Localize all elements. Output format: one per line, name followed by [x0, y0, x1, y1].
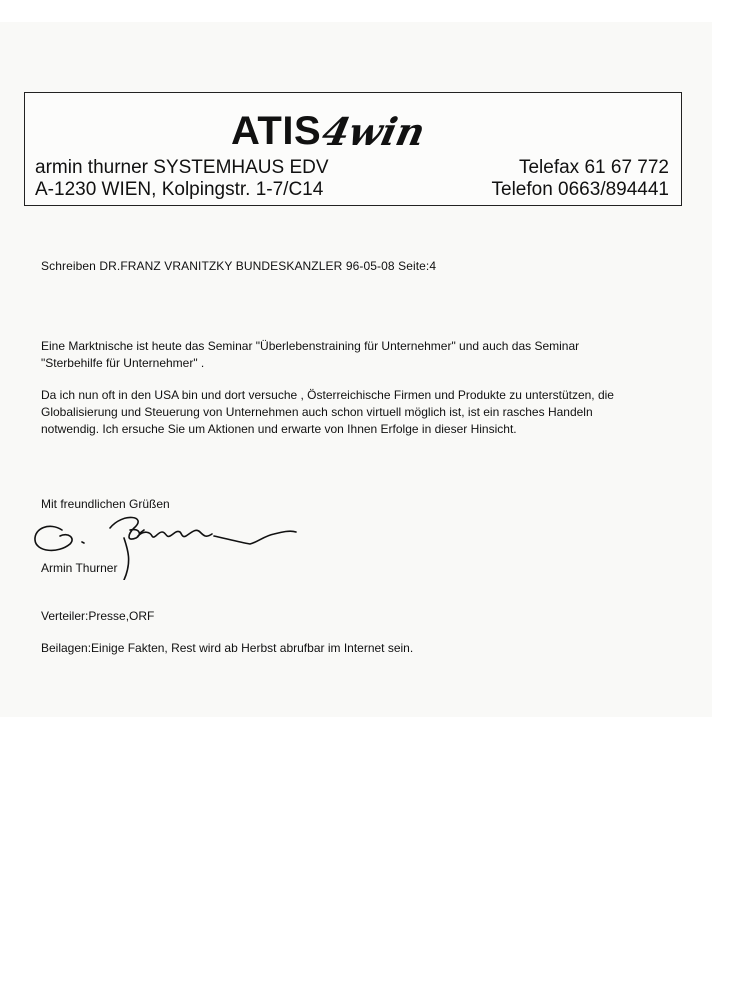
signer-name: Armin Thurner	[41, 561, 118, 575]
enclosures-note: Beilagen:Einige Fakten, Rest wird ab Herbst abrufbar im Internet sein.	[41, 641, 414, 655]
telefax-number: Telefax 61 67 772	[518, 157, 669, 178]
company-address-block	[35, 157, 329, 201]
company-logo	[231, 99, 430, 154]
logo-script-text: 4win	[318, 109, 430, 154]
logo-text: ATIS	[231, 109, 322, 153]
company-address: A-1230 WIEN, Kolpingstr. 1-7/C14	[35, 179, 324, 200]
contact-block	[492, 157, 670, 201]
paragraph-usa-request: Da ich nun oft in den USA bin und dort versuche , Österreichische Firmen und Produkte zu unterstützen, die Globalisierung und Steuerung von Unternehmen auch schon virtuell möglich ist, ist ein rasches Handeln notwendig. Ich ersuche Sie um Aktionen und erwarte von Ihnen Erfolge in dieser Hinsicht.	[41, 388, 614, 436]
subject-line: Schreiben DR.FRANZ VRANITZKY BUNDESKANZLER 96-05-08 Seite:4	[41, 259, 437, 273]
letterhead	[24, 92, 682, 206]
distribution-list: Verteiler:Presse,ORF	[41, 609, 155, 623]
telefon-number: Telefon 0663/894441	[491, 179, 669, 200]
company-name: armin thurner SYSTEMHAUS EDV	[35, 157, 329, 178]
paragraph-market-niche: Eine Marktnische ist heute das Seminar "Überlebenstraining für Unternehmer" und auch das Seminar "Sterbehilfe für Unternehmer" .	[41, 339, 580, 370]
closing-greeting: Mit freundlichen Grüßen	[41, 497, 170, 511]
